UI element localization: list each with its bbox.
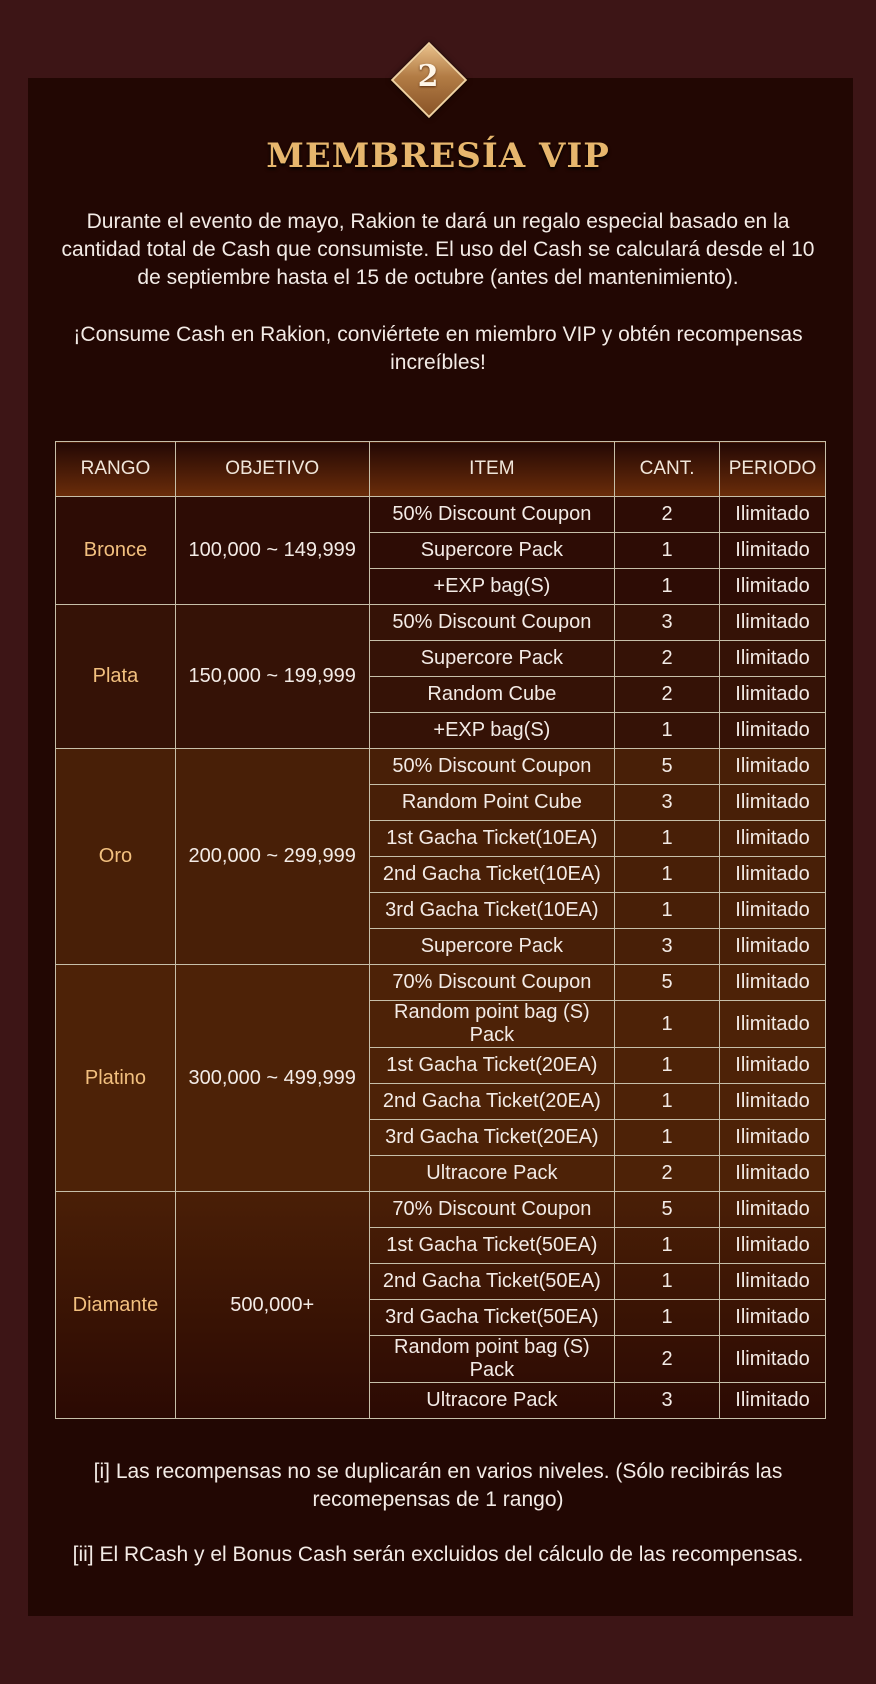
- intro-paragraph-1: Durante el evento de mayo, Rakion te dará un regalo especial basado en la cantidad total de Cash que consumiste. El uso del Cash se calculará desde el 10 de septiembre hasta el 15 de octubre (antes del mantenimiento).: [61, 210, 815, 289]
- table-row: [56, 749, 826, 785]
- target-cell: 300,000 ~ 499,999: [175, 965, 369, 1192]
- qty-cell: 1: [615, 821, 720, 857]
- period-cell: Ilimitado: [720, 641, 826, 677]
- header-objetivo: OBJETIVO: [175, 442, 369, 497]
- period-cell: Ilimitado: [720, 893, 826, 929]
- qty-cell: 1: [615, 1120, 720, 1156]
- vip-rewards-table: [55, 441, 826, 1419]
- header-rango: RANGO: [56, 442, 176, 497]
- period-cell: Ilimitado: [720, 713, 826, 749]
- header-cant: CANT.: [615, 442, 720, 497]
- item-cell: 2nd Gacha Ticket(50EA): [369, 1264, 615, 1300]
- footnote-2: [ii] El RCash y el Bonus Cash serán excluidos del cálculo de las recompensas.: [72, 1543, 804, 1566]
- item-cell: 3rd Gacha Ticket(20EA): [369, 1120, 615, 1156]
- qty-cell: 3: [615, 605, 720, 641]
- period-cell: Ilimitado: [720, 929, 826, 965]
- item-cell: Supercore Pack: [369, 533, 615, 569]
- rank-cell: Plata: [56, 605, 176, 749]
- period-cell: Ilimitado: [720, 1383, 826, 1419]
- period-cell: Ilimitado: [720, 1048, 826, 1084]
- tier-group-platino: [56, 965, 826, 1192]
- qty-cell: 1: [615, 713, 720, 749]
- tier-group-oro: [56, 749, 826, 965]
- header-item: ITEM: [369, 442, 615, 497]
- item-cell: Supercore Pack: [369, 641, 615, 677]
- footnote-1: [i] Las recompensas no se duplicarán en varios niveles. (Sólo recibirás las recomepensas de 1 rango): [93, 1460, 783, 1511]
- qty-cell: 2: [615, 677, 720, 713]
- qty-cell: 1: [615, 1300, 720, 1336]
- qty-cell: 2: [615, 497, 720, 533]
- table-row: [56, 965, 826, 1001]
- item-cell: 70% Discount Coupon: [369, 1192, 615, 1228]
- target-cell: 150,000 ~ 199,999: [175, 605, 369, 749]
- table-header: [56, 442, 826, 497]
- qty-cell: 1: [615, 857, 720, 893]
- qty-cell: 1: [615, 569, 720, 605]
- qty-cell: 1: [615, 533, 720, 569]
- rank-cell: Bronce: [56, 497, 176, 605]
- period-cell: Ilimitado: [720, 497, 826, 533]
- period-cell: Ilimitado: [720, 677, 826, 713]
- item-cell: 70% Discount Coupon: [369, 965, 615, 1001]
- period-cell: Ilimitado: [720, 1120, 826, 1156]
- qty-cell: 1: [615, 1048, 720, 1084]
- period-cell: Ilimitado: [720, 1001, 826, 1048]
- period-cell: Ilimitado: [720, 965, 826, 1001]
- qty-cell: 2: [615, 1336, 720, 1383]
- item-cell: 2nd Gacha Ticket(10EA): [369, 857, 615, 893]
- rank-cell: Oro: [56, 749, 176, 965]
- item-cell: 50% Discount Coupon: [369, 497, 615, 533]
- qty-cell: 5: [615, 1192, 720, 1228]
- period-cell: Ilimitado: [720, 1228, 826, 1264]
- period-cell: Ilimitado: [720, 1192, 826, 1228]
- period-cell: Ilimitado: [720, 821, 826, 857]
- item-cell: +EXP bag(S): [369, 713, 615, 749]
- table-row: [56, 1192, 826, 1228]
- period-cell: Ilimitado: [720, 605, 826, 641]
- intro-paragraph-2: ¡Consume Cash en Rakion, conviértete en miembro VIP y obtén recompensas increíbles!: [73, 323, 803, 374]
- item-cell: Random Point Cube: [369, 785, 615, 821]
- page-title: MEMBRESÍA VIP: [266, 136, 610, 176]
- target-cell: 500,000+: [175, 1192, 369, 1419]
- item-cell: 1st Gacha Ticket(10EA): [369, 821, 615, 857]
- item-cell: Random Cube: [369, 677, 615, 713]
- item-cell: Random point bag (S) Pack: [369, 1001, 615, 1048]
- qty-cell: 1: [615, 893, 720, 929]
- table-row: [56, 605, 826, 641]
- rank-cell: Diamante: [56, 1192, 176, 1419]
- footnotes: [62, 1458, 814, 1596]
- period-cell: Ilimitado: [720, 857, 826, 893]
- item-cell: +EXP bag(S): [369, 569, 615, 605]
- qty-cell: 2: [615, 1156, 720, 1192]
- header-periodo: PERIODO: [720, 442, 826, 497]
- period-cell: Ilimitado: [720, 785, 826, 821]
- period-cell: Ilimitado: [720, 533, 826, 569]
- tier-group-plata: [56, 605, 826, 749]
- qty-cell: 5: [615, 749, 720, 785]
- qty-cell: 3: [615, 929, 720, 965]
- qty-cell: 3: [615, 1383, 720, 1419]
- period-cell: Ilimitado: [720, 1336, 826, 1383]
- period-cell: Ilimitado: [720, 1264, 826, 1300]
- qty-cell: 2: [615, 641, 720, 677]
- target-cell: 200,000 ~ 299,999: [175, 749, 369, 965]
- qty-cell: 3: [615, 785, 720, 821]
- target-cell: 100,000 ~ 149,999: [175, 497, 369, 605]
- item-cell: Ultracore Pack: [369, 1383, 615, 1419]
- table-row: [56, 497, 826, 533]
- item-cell: 50% Discount Coupon: [369, 605, 615, 641]
- item-cell: 2nd Gacha Ticket(20EA): [369, 1084, 615, 1120]
- header-row: [56, 442, 826, 497]
- item-cell: Ultracore Pack: [369, 1156, 615, 1192]
- period-cell: Ilimitado: [720, 1156, 826, 1192]
- item-cell: 1st Gacha Ticket(20EA): [369, 1048, 615, 1084]
- tier-group-diamante: [56, 1192, 826, 1419]
- rank-cell: Platino: [56, 965, 176, 1192]
- item-cell: 3rd Gacha Ticket(10EA): [369, 893, 615, 929]
- period-cell: Ilimitado: [720, 569, 826, 605]
- qty-cell: 1: [615, 1084, 720, 1120]
- item-cell: 50% Discount Coupon: [369, 749, 615, 785]
- section-number: 2: [417, 59, 439, 94]
- item-cell: 1st Gacha Ticket(50EA): [369, 1228, 615, 1264]
- qty-cell: 1: [615, 1264, 720, 1300]
- period-cell: Ilimitado: [720, 1084, 826, 1120]
- qty-cell: 1: [615, 1001, 720, 1048]
- period-cell: Ilimitado: [720, 749, 826, 785]
- intro-text: [58, 208, 818, 406]
- tier-group-bronce: [56, 497, 826, 605]
- item-cell: Supercore Pack: [369, 929, 615, 965]
- item-cell: Random point bag (S) Pack: [369, 1336, 615, 1383]
- qty-cell: 5: [615, 965, 720, 1001]
- qty-cell: 1: [615, 1228, 720, 1264]
- period-cell: Ilimitado: [720, 1300, 826, 1336]
- item-cell: 3rd Gacha Ticket(50EA): [369, 1300, 615, 1336]
